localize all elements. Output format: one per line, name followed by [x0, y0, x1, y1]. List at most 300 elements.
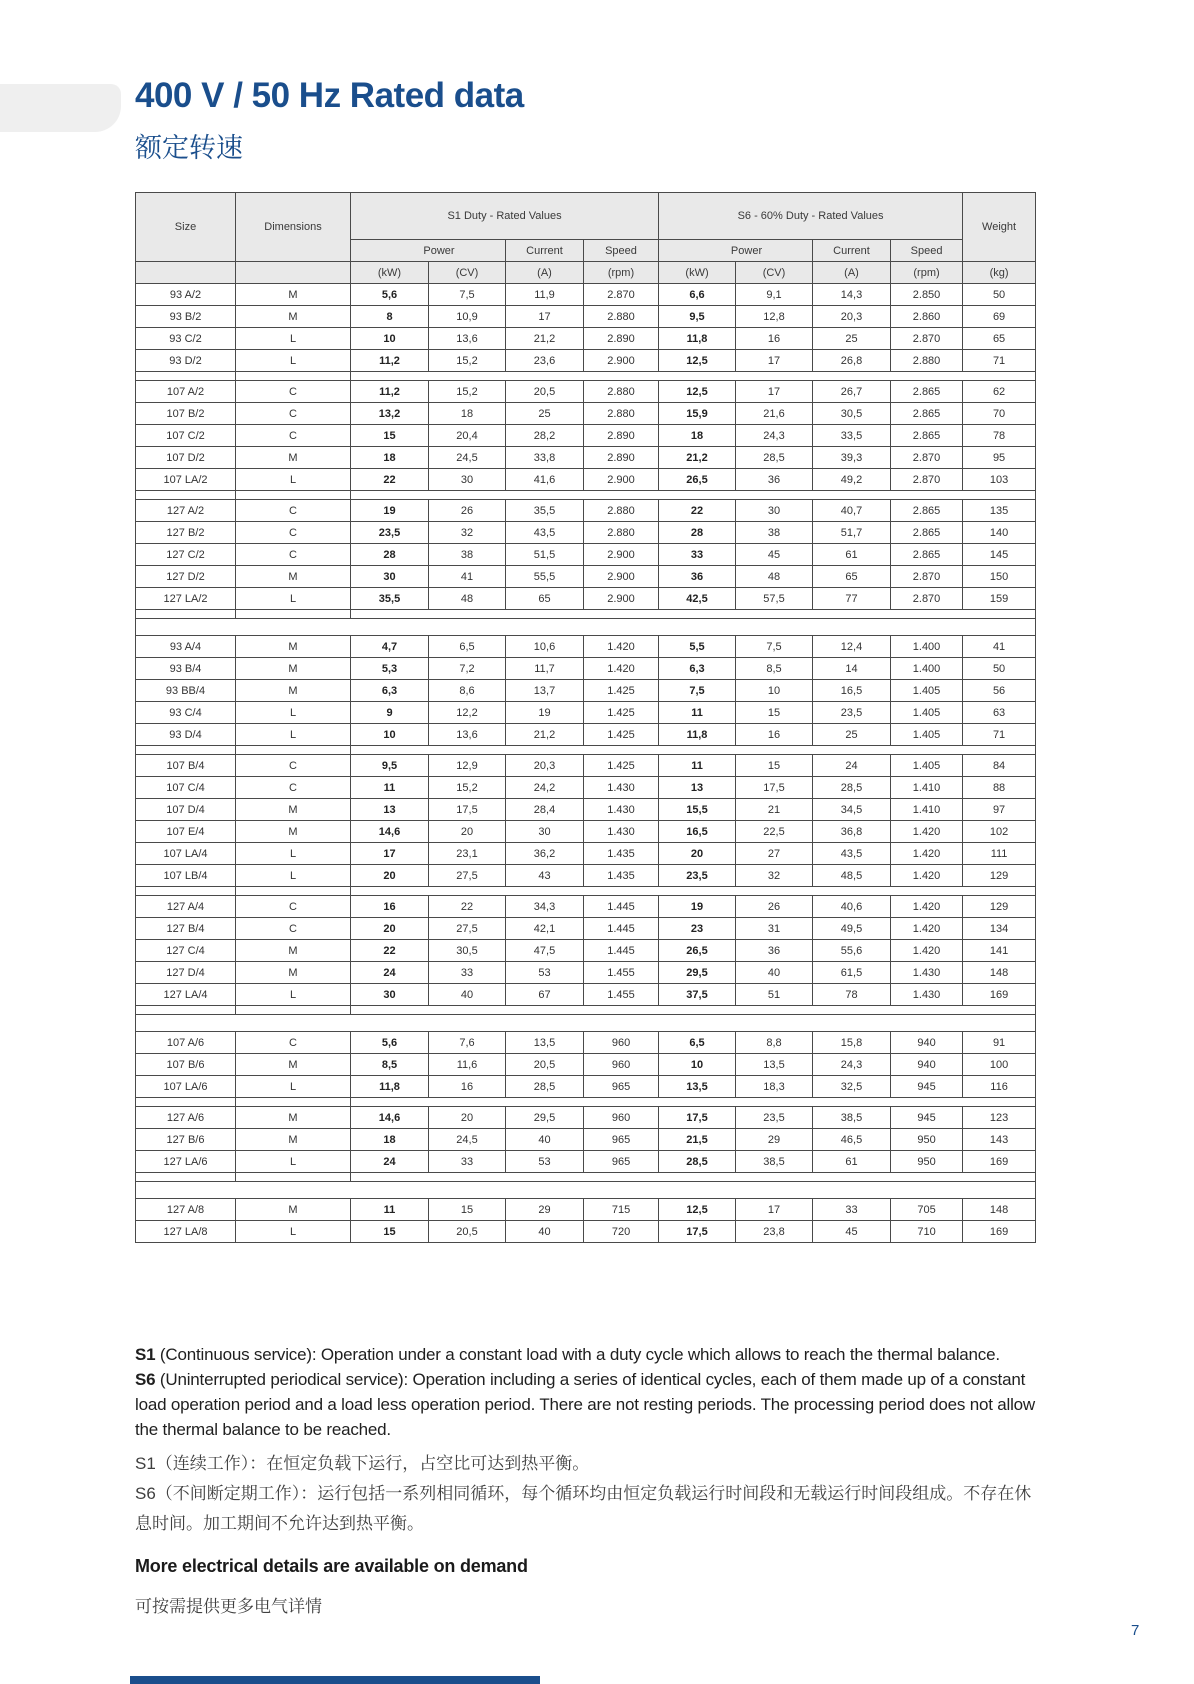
- cell-s1-power-kw: 11: [351, 1199, 429, 1221]
- header-s6-unit-kw: (kW): [659, 262, 736, 284]
- cell-size: 93 B/2: [136, 306, 236, 328]
- header-s6-unit-cv: (CV): [736, 262, 813, 284]
- cell-weight-kg: 116: [963, 1076, 1036, 1098]
- cell-s1-speed-rpm: 1.430: [584, 799, 659, 821]
- cell-s6-power-cv: 36: [736, 469, 813, 491]
- cell-s1-power-kw: 8: [351, 306, 429, 328]
- cell-s6-speed-rpm: 1.400: [891, 658, 963, 680]
- cell-s6-speed-rpm: 705: [891, 1199, 963, 1221]
- cell-s6-speed-rpm: 1.410: [891, 799, 963, 821]
- rated-data-table: [135, 192, 1036, 1243]
- cell-s6-power-cv: 38: [736, 522, 813, 544]
- cell-s1-power-kw: 14,6: [351, 1107, 429, 1129]
- cell-s6-current-a: 30,5: [813, 403, 891, 425]
- cell-s6-power-cv: 7,5: [736, 636, 813, 658]
- cell-weight-kg: 69: [963, 306, 1036, 328]
- table-row: [136, 328, 1036, 350]
- header-s6-speed: Speed: [891, 240, 963, 262]
- cell-s1-power-cv: 15: [429, 1199, 506, 1221]
- footer-bar-decoration: [130, 1676, 540, 1684]
- cell-s6-speed-rpm: 940: [891, 1054, 963, 1076]
- cell-size: 107 LA/6: [136, 1076, 236, 1098]
- cell-s6-power-kw: 20: [659, 843, 736, 865]
- cell-weight-kg: 41: [963, 636, 1036, 658]
- cell-s1-speed-rpm: 1.445: [584, 940, 659, 962]
- cell-s1-power-cv: 7,2: [429, 658, 506, 680]
- cell-s6-power-cv: 15: [736, 755, 813, 777]
- cell-s6-speed-rpm: 2.865: [891, 500, 963, 522]
- cell-s6-speed-rpm: 2.870: [891, 447, 963, 469]
- table-row: [136, 799, 1036, 821]
- table-row: [136, 1107, 1036, 1129]
- cell-s1-speed-rpm: 965: [584, 1129, 659, 1151]
- cell-s1-speed-rpm: 2.880: [584, 381, 659, 403]
- cell-s6-power-cv: 17: [736, 381, 813, 403]
- cell-s1-current-a: 41,6: [506, 469, 584, 491]
- cell-s1-current-a: 40: [506, 1129, 584, 1151]
- cell-s1-speed-rpm: 1.420: [584, 636, 659, 658]
- cell-s6-speed-rpm: 1.405: [891, 724, 963, 746]
- cell-s6-power-cv: 22,5: [736, 821, 813, 843]
- cell-s6-power-kw: 6,6: [659, 284, 736, 306]
- cell-s1-speed-rpm: 960: [584, 1107, 659, 1129]
- cell-s1-current-a: 53: [506, 962, 584, 984]
- table-row: [136, 865, 1036, 887]
- separator-row: [136, 887, 1036, 896]
- cell-s1-current-a: 28,4: [506, 799, 584, 821]
- cell-s6-power-cv: 38,5: [736, 1151, 813, 1173]
- cell-s1-power-kw: 23,5: [351, 522, 429, 544]
- cell-s6-speed-rpm: 950: [891, 1151, 963, 1173]
- cell-s1-power-cv: 38: [429, 544, 506, 566]
- cell-s1-power-kw: 10: [351, 724, 429, 746]
- cell-size: 127 A/2: [136, 500, 236, 522]
- cell-s1-current-a: 42,1: [506, 918, 584, 940]
- cell-s6-speed-rpm: 2.865: [891, 544, 963, 566]
- cell-s6-speed-rpm: 1.430: [891, 962, 963, 984]
- cell-s6-power-cv: 23,8: [736, 1221, 813, 1243]
- table-row: [136, 1199, 1036, 1221]
- cell-s6-power-cv: 32: [736, 865, 813, 887]
- header-s6-current: Current: [813, 240, 891, 262]
- cell-s1-power-cv: 20: [429, 1107, 506, 1129]
- cell-s6-power-kw: 5,5: [659, 636, 736, 658]
- cell-size: 107 LA/4: [136, 843, 236, 865]
- cell-s6-current-a: 61: [813, 1151, 891, 1173]
- header-dimensions: Dimensions: [236, 193, 351, 262]
- cell-s1-current-a: 19: [506, 702, 584, 724]
- cell-size: 127 LA/4: [136, 984, 236, 1006]
- cell-s6-power-kw: 22: [659, 500, 736, 522]
- separator-row: [136, 610, 1036, 619]
- cell-s1-power-kw: 30: [351, 984, 429, 1006]
- cell-s6-speed-rpm: 1.410: [891, 777, 963, 799]
- cell-s6-current-a: 55,6: [813, 940, 891, 962]
- cell-s1-power-kw: 5,6: [351, 1032, 429, 1054]
- cell-s6-power-cv: 10: [736, 680, 813, 702]
- cell-s6-speed-rpm: 950: [891, 1129, 963, 1151]
- note-s1-en-text: (Continuous service): Operation under a constant load with a duty cycle which allows to reach the thermal balance.: [155, 1345, 1000, 1364]
- cell-s1-speed-rpm: 1.430: [584, 777, 659, 799]
- table-row: [136, 984, 1036, 1006]
- table-row: [136, 962, 1036, 984]
- note-s6-en-text: (Uninterrupted periodical service): Operation including a series of identical cycles, each of them made up of a constant load operation period and a load less operation period. There are not resting periods. The processing period does not allow the thermal balance to be reached.: [135, 1370, 1035, 1439]
- cell-s6-current-a: 20,3: [813, 306, 891, 328]
- cell-size: 107 LA/2: [136, 469, 236, 491]
- cell-s6-current-a: 40,6: [813, 896, 891, 918]
- cell-s6-current-a: 49,2: [813, 469, 891, 491]
- cell-weight-kg: 145: [963, 544, 1036, 566]
- page-number: 7: [1131, 1622, 1140, 1639]
- cell-s6-speed-rpm: 1.420: [891, 843, 963, 865]
- cell-size: 127 D/2: [136, 566, 236, 588]
- cell-s6-speed-rpm: 2.880: [891, 350, 963, 372]
- cell-s6-current-a: 34,5: [813, 799, 891, 821]
- table-row: [136, 755, 1036, 777]
- cell-s1-power-kw: 24: [351, 1151, 429, 1173]
- cell-s1-speed-rpm: 965: [584, 1076, 659, 1098]
- table-row: [136, 522, 1036, 544]
- cell-s6-current-a: 25: [813, 724, 891, 746]
- cell-s6-speed-rpm: 945: [891, 1107, 963, 1129]
- cell-s1-power-cv: 7,6: [429, 1032, 506, 1054]
- cell-size: 107 C/4: [136, 777, 236, 799]
- cell-s1-power-cv: 24,5: [429, 447, 506, 469]
- cell-size: 127 LA/2: [136, 588, 236, 610]
- cell-s1-power-cv: 20,5: [429, 1221, 506, 1243]
- cell-s1-speed-rpm: 2.890: [584, 328, 659, 350]
- page-subtitle-chinese: 额定转速: [135, 133, 243, 163]
- cell-dimensions: M: [236, 962, 351, 984]
- header-s1-power: Power: [351, 240, 506, 262]
- cell-dimensions: M: [236, 566, 351, 588]
- header-s1-group: S1 Duty - Rated Values: [351, 193, 659, 240]
- cell-s6-power-cv: 36: [736, 940, 813, 962]
- cell-s1-power-cv: 10,9: [429, 306, 506, 328]
- cell-s6-speed-rpm: 2.865: [891, 425, 963, 447]
- cell-weight-kg: 50: [963, 284, 1036, 306]
- cell-s1-power-cv: 13,6: [429, 328, 506, 350]
- header-size-unit-empty: [136, 262, 236, 284]
- cell-s6-current-a: 26,7: [813, 381, 891, 403]
- note-s6-zh-text: S6（不间断定期工作）：运行包括一系列相同循环，每个循环均由恒定负载运行时间段和无载运行时间段组成。不存在休息时间。加工期间不允许达到热平衡。: [135, 1484, 1032, 1533]
- cell-dimensions: M: [236, 1129, 351, 1151]
- table-row: [136, 724, 1036, 746]
- cell-s1-current-a: 17: [506, 306, 584, 328]
- cell-s1-power-kw: 11,2: [351, 381, 429, 403]
- cell-s6-power-kw: 13: [659, 777, 736, 799]
- cell-size: 107 D/2: [136, 447, 236, 469]
- cell-s6-power-cv: 15: [736, 702, 813, 724]
- table-row: [136, 1032, 1036, 1054]
- cell-s6-current-a: 45: [813, 1221, 891, 1243]
- table-row: [136, 566, 1036, 588]
- cell-weight-kg: 78: [963, 425, 1036, 447]
- cell-s1-current-a: 43: [506, 865, 584, 887]
- cell-s1-current-a: 30: [506, 821, 584, 843]
- cell-s1-power-cv: 16: [429, 1076, 506, 1098]
- cell-s1-power-cv: 40: [429, 984, 506, 1006]
- cell-s1-current-a: 28,5: [506, 1076, 584, 1098]
- cell-s1-current-a: 23,6: [506, 350, 584, 372]
- cell-s1-power-kw: 8,5: [351, 1054, 429, 1076]
- cell-s1-current-a: 20,3: [506, 755, 584, 777]
- table-row: [136, 284, 1036, 306]
- cell-s1-current-a: 25: [506, 403, 584, 425]
- cell-s6-current-a: 78: [813, 984, 891, 1006]
- cell-s6-power-kw: 11: [659, 755, 736, 777]
- cell-s1-power-kw: 15: [351, 1221, 429, 1243]
- cell-s1-power-cv: 48: [429, 588, 506, 610]
- cell-s6-current-a: 24: [813, 755, 891, 777]
- cell-s6-power-cv: 31: [736, 918, 813, 940]
- header-s6-power: Power: [659, 240, 813, 262]
- cell-s1-speed-rpm: 960: [584, 1032, 659, 1054]
- cell-dimensions: M: [236, 636, 351, 658]
- cell-s1-current-a: 28,2: [506, 425, 584, 447]
- table-row: [136, 1076, 1036, 1098]
- cell-s6-power-kw: 10: [659, 1054, 736, 1076]
- cell-s1-power-cv: 41: [429, 566, 506, 588]
- cell-s1-power-kw: 9: [351, 702, 429, 724]
- cell-s6-speed-rpm: 1.405: [891, 702, 963, 724]
- cell-weight-kg: 102: [963, 821, 1036, 843]
- cell-s1-current-a: 43,5: [506, 522, 584, 544]
- cell-s6-current-a: 14: [813, 658, 891, 680]
- cell-s1-power-kw: 17: [351, 843, 429, 865]
- cell-s1-speed-rpm: 965: [584, 1151, 659, 1173]
- table-row: [136, 843, 1036, 865]
- cell-s1-power-cv: 20: [429, 821, 506, 843]
- cell-s6-speed-rpm: 945: [891, 1076, 963, 1098]
- table-row: [136, 896, 1036, 918]
- cell-size: 127 C/4: [136, 940, 236, 962]
- cell-s1-speed-rpm: 1.425: [584, 702, 659, 724]
- cell-s6-power-cv: 30: [736, 500, 813, 522]
- cell-s6-power-kw: 12,5: [659, 350, 736, 372]
- cell-dimensions: C: [236, 403, 351, 425]
- cell-s6-power-kw: 33: [659, 544, 736, 566]
- cell-s1-power-kw: 20: [351, 918, 429, 940]
- cell-s6-power-kw: 17,5: [659, 1107, 736, 1129]
- cell-s6-current-a: 32,5: [813, 1076, 891, 1098]
- cell-dimensions: C: [236, 896, 351, 918]
- cell-dimensions: L: [236, 328, 351, 350]
- cell-dimensions: M: [236, 940, 351, 962]
- cell-s1-speed-rpm: 1.435: [584, 843, 659, 865]
- cell-s6-power-kw: 37,5: [659, 984, 736, 1006]
- cell-s1-current-a: 35,5: [506, 500, 584, 522]
- table-row: [136, 500, 1036, 522]
- cell-s1-speed-rpm: 1.420: [584, 658, 659, 680]
- header-s6-group: S6 - 60% Duty - Rated Values: [659, 193, 963, 240]
- cell-s1-power-kw: 35,5: [351, 588, 429, 610]
- cell-s1-power-kw: 11: [351, 777, 429, 799]
- cell-s1-power-kw: 13,2: [351, 403, 429, 425]
- separator-row: [136, 619, 1036, 636]
- cell-dimensions: L: [236, 1076, 351, 1098]
- cell-s1-current-a: 40: [506, 1221, 584, 1243]
- cell-s6-current-a: 28,5: [813, 777, 891, 799]
- cell-s1-power-cv: 12,2: [429, 702, 506, 724]
- cell-s1-current-a: 11,9: [506, 284, 584, 306]
- note-en: [135, 1342, 1041, 1442]
- cell-weight-kg: 129: [963, 896, 1036, 918]
- cell-dimensions: C: [236, 500, 351, 522]
- cell-s1-power-kw: 20: [351, 865, 429, 887]
- table-row: [136, 1151, 1036, 1173]
- cell-s6-current-a: 61,5: [813, 962, 891, 984]
- cell-size: 93 D/4: [136, 724, 236, 746]
- cell-weight-kg: 169: [963, 1151, 1036, 1173]
- cell-s6-power-kw: 9,5: [659, 306, 736, 328]
- cell-s1-speed-rpm: 2.890: [584, 425, 659, 447]
- cell-dimensions: M: [236, 447, 351, 469]
- header-s1-unit-a: (A): [506, 262, 584, 284]
- cell-s6-speed-rpm: 1.430: [891, 984, 963, 1006]
- cell-s6-speed-rpm: 2.870: [891, 328, 963, 350]
- cell-s6-speed-rpm: 1.420: [891, 821, 963, 843]
- cell-s1-power-kw: 22: [351, 940, 429, 962]
- cell-weight-kg: 141: [963, 940, 1036, 962]
- more-details-zh: 可按需提供更多电气详情: [135, 1597, 322, 1616]
- cell-dimensions: M: [236, 821, 351, 843]
- cell-s1-current-a: 29,5: [506, 1107, 584, 1129]
- cell-size: 93 B/4: [136, 658, 236, 680]
- cell-s1-current-a: 65: [506, 588, 584, 610]
- note-s1-zh-text: S1（连续工作）：在恒定负载下运行，占空比可达到热平衡。: [135, 1454, 590, 1473]
- cell-s1-current-a: 67: [506, 984, 584, 1006]
- cell-s1-speed-rpm: 2.900: [584, 544, 659, 566]
- cell-s6-current-a: 33,5: [813, 425, 891, 447]
- cell-s6-current-a: 24,3: [813, 1054, 891, 1076]
- cell-s1-speed-rpm: 2.890: [584, 447, 659, 469]
- cell-s6-current-a: 25: [813, 328, 891, 350]
- cell-s1-power-kw: 16: [351, 896, 429, 918]
- cell-s6-power-cv: 17,5: [736, 777, 813, 799]
- cell-s6-power-cv: 27: [736, 843, 813, 865]
- separator-row: [136, 1173, 1036, 1182]
- cell-s1-current-a: 20,5: [506, 381, 584, 403]
- cell-s1-speed-rpm: 1.455: [584, 984, 659, 1006]
- cell-dimensions: C: [236, 425, 351, 447]
- cell-s1-speed-rpm: 1.445: [584, 918, 659, 940]
- cell-s1-power-cv: 30: [429, 469, 506, 491]
- cell-s1-current-a: 20,5: [506, 1054, 584, 1076]
- cell-weight-kg: 91: [963, 1032, 1036, 1054]
- cell-s1-power-cv: 11,6: [429, 1054, 506, 1076]
- cell-s6-current-a: 23,5: [813, 702, 891, 724]
- cell-s1-power-cv: 8,6: [429, 680, 506, 702]
- cell-size: 107 LB/4: [136, 865, 236, 887]
- cell-s1-power-kw: 15: [351, 425, 429, 447]
- table-row: [136, 447, 1036, 469]
- cell-size: 127 A/6: [136, 1107, 236, 1129]
- cell-dimensions: L: [236, 350, 351, 372]
- cell-s6-current-a: 51,7: [813, 522, 891, 544]
- cell-s6-speed-rpm: 710: [891, 1221, 963, 1243]
- cell-s1-speed-rpm: 1.425: [584, 680, 659, 702]
- cell-dimensions: L: [236, 984, 351, 1006]
- cell-s1-power-kw: 18: [351, 1129, 429, 1151]
- separator-row: [136, 746, 1036, 755]
- cell-size: 127 B/2: [136, 522, 236, 544]
- cell-s1-speed-rpm: 2.900: [584, 469, 659, 491]
- cell-s1-speed-rpm: 2.880: [584, 500, 659, 522]
- cell-dimensions: M: [236, 284, 351, 306]
- cell-dimensions: L: [236, 1151, 351, 1173]
- cell-weight-kg: 70: [963, 403, 1036, 425]
- cell-s1-current-a: 53: [506, 1151, 584, 1173]
- cell-dimensions: C: [236, 777, 351, 799]
- cell-s6-power-kw: 26,5: [659, 940, 736, 962]
- cell-s1-power-kw: 18: [351, 447, 429, 469]
- cell-s1-speed-rpm: 2.880: [584, 306, 659, 328]
- cell-s6-current-a: 43,5: [813, 843, 891, 865]
- cell-s6-current-a: 33: [813, 1199, 891, 1221]
- cell-s1-power-kw: 11,8: [351, 1076, 429, 1098]
- cell-dimensions: L: [236, 588, 351, 610]
- cell-s1-power-kw: 30: [351, 566, 429, 588]
- cell-s6-power-kw: 6,5: [659, 1032, 736, 1054]
- separator-row: [136, 491, 1036, 500]
- cell-s6-current-a: 38,5: [813, 1107, 891, 1129]
- cell-s1-current-a: 11,7: [506, 658, 584, 680]
- cell-s6-current-a: 40,7: [813, 500, 891, 522]
- cell-weight-kg: 95: [963, 447, 1036, 469]
- note-s1-en-prefix: S1: [135, 1345, 156, 1364]
- cell-s1-power-cv: 23,1: [429, 843, 506, 865]
- header-weight-unit-kg: (kg): [963, 262, 1036, 284]
- cell-s1-power-cv: 15,2: [429, 381, 506, 403]
- cell-s1-speed-rpm: 2.900: [584, 566, 659, 588]
- cell-dimensions: M: [236, 306, 351, 328]
- cell-s1-power-cv: 32: [429, 522, 506, 544]
- cell-dimensions: C: [236, 918, 351, 940]
- rated-data-table-wrap: [135, 192, 1036, 1243]
- cell-size: 127 B/6: [136, 1129, 236, 1151]
- cell-size: 107 B/2: [136, 403, 236, 425]
- table-row: [136, 588, 1036, 610]
- cell-s6-current-a: 39,3: [813, 447, 891, 469]
- cell-dimensions: L: [236, 1221, 351, 1243]
- cell-s1-speed-rpm: 1.425: [584, 755, 659, 777]
- cell-s6-speed-rpm: 1.405: [891, 680, 963, 702]
- cell-s1-power-kw: 5,3: [351, 658, 429, 680]
- cell-s1-power-kw: 6,3: [351, 680, 429, 702]
- cell-weight-kg: 169: [963, 984, 1036, 1006]
- cell-s1-current-a: 36,2: [506, 843, 584, 865]
- cell-weight-kg: 148: [963, 962, 1036, 984]
- cell-s6-power-kw: 12,5: [659, 381, 736, 403]
- cell-s6-power-kw: 7,5: [659, 680, 736, 702]
- cell-s6-speed-rpm: 2.870: [891, 588, 963, 610]
- cell-s1-current-a: 10,6: [506, 636, 584, 658]
- header-s1-speed: Speed: [584, 240, 659, 262]
- cell-s6-power-cv: 29: [736, 1129, 813, 1151]
- cell-s6-power-kw: 15,9: [659, 403, 736, 425]
- cell-s1-power-cv: 22: [429, 896, 506, 918]
- cell-weight-kg: 62: [963, 381, 1036, 403]
- cell-s6-power-cv: 16: [736, 724, 813, 746]
- cell-s6-power-kw: 23: [659, 918, 736, 940]
- notes-block: [135, 1342, 1041, 1539]
- cell-weight-kg: 123: [963, 1107, 1036, 1129]
- cell-s1-power-cv: 33: [429, 1151, 506, 1173]
- cell-weight-kg: 129: [963, 865, 1036, 887]
- rated-table-body: [136, 284, 1036, 1243]
- cell-weight-kg: 88: [963, 777, 1036, 799]
